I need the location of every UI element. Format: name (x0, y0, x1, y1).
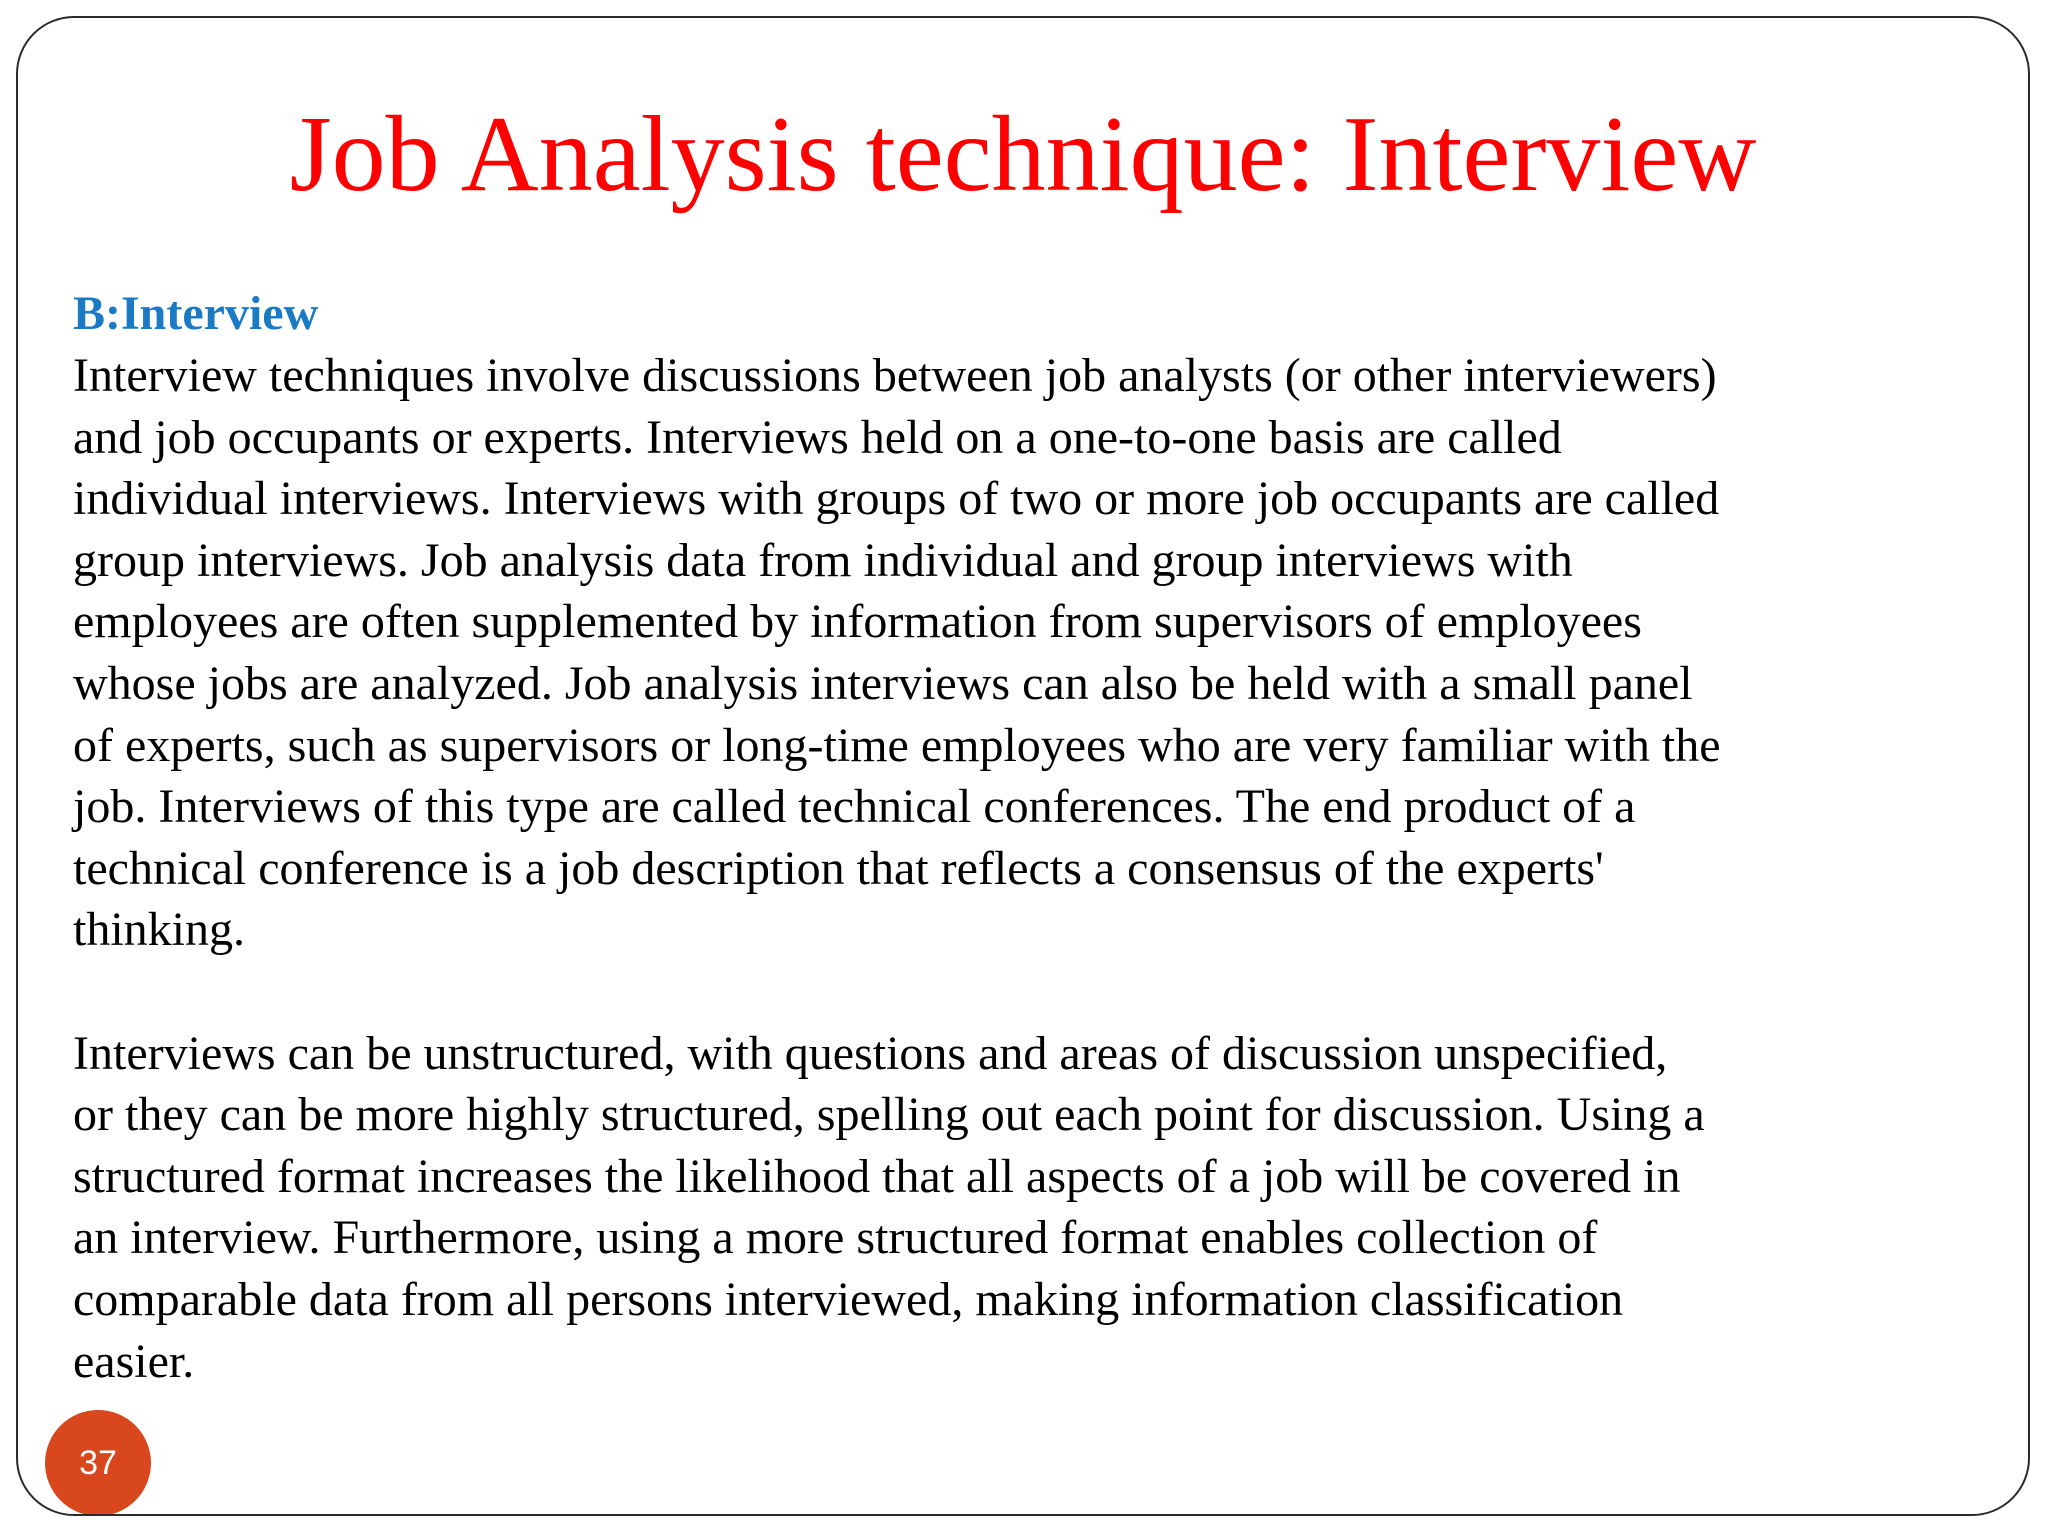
text-line: Interviews can be unstructured, with questions and areas of discussion unspecified, (73, 1026, 1668, 1080)
text-line: technical conference is a job description that reflects a consensus of the experts' (73, 841, 1604, 895)
text-line: easier. (73, 1334, 195, 1388)
page-number-badge: 37 (45, 1410, 151, 1516)
text-line: Interview techniques involve discussions between job analysts (or other interviewers) (73, 349, 1717, 402)
paragraph-spacer (73, 961, 2030, 1023)
text-line: group interviews. Job analysis data from individual and group interviews with (73, 533, 1573, 587)
slide (16, 16, 2030, 1516)
text-line: an interview. Furthermore, using a more structured format enables collection of (73, 1211, 1598, 1265)
text-line: comparable data from all persons interviewed, making information classification (73, 1272, 1624, 1326)
section-heading: B:Interview (73, 287, 319, 340)
paragraph-1 (73, 345, 2030, 961)
text-line: individual interviews. Interviews with groups of two or more job occupants are called (73, 472, 1720, 526)
text-line: or they can be more highly structured, spelling out each point for discussion. Using a (73, 1088, 1705, 1142)
slide-title: Job Analysis technique: Interview (289, 95, 1757, 214)
paragraph-2 (73, 1023, 2030, 1393)
text-line: of experts, such as supervisors or long-time employees who are very familiar with the (73, 718, 1721, 772)
text-line: job. Interviews of this type are called technical conferences. The end product of a (73, 780, 1636, 834)
slide-content (73, 283, 2030, 1392)
text-line: employees are often supplemented by information from supervisors of employees (73, 595, 1642, 649)
text-line: thinking. (73, 903, 246, 957)
text-line: whose jobs are analyzed. Job analysis interviews can also be held with a small panel (73, 656, 1693, 710)
text-line: and job occupants or experts. Interviews held on a one-to-one basis are called (73, 410, 1562, 464)
text-line: structured format increases the likelihood that all aspects of a job will be covered in (73, 1149, 1681, 1203)
